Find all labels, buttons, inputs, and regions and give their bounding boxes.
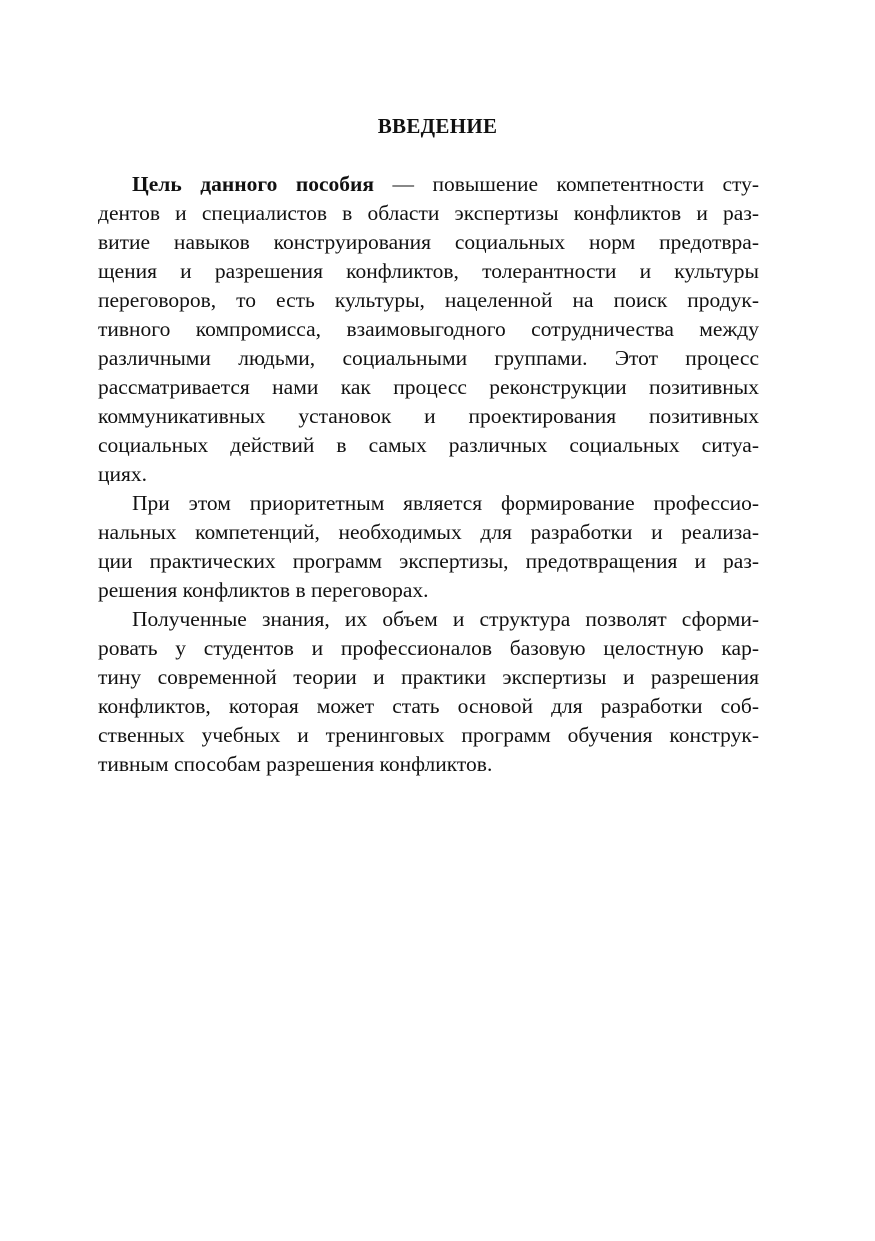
paragraph-3-line: тину современной теории и практики экспертизы и разрешения [98,665,759,689]
lead-bold-phrase: Цель данного пособия [132,172,375,196]
paragraph-1-line: социальных действий в самых различных социальных ситуа- [98,433,759,457]
paragraph-3-line: конфликтов, которая может стать основой для разработки соб- [98,694,759,718]
paragraph-2-line: ции практических программ экспертизы, предотвращения и раз- [98,549,759,573]
paragraph-1-line: переговоров, то есть культуры, нацеленной на поиск продук- [98,288,759,312]
paragraph-1-line: тивного компромисса, взаимовыгодного сотрудничества между [98,317,759,341]
paragraph-3-line: ственных учебных и тренинговых программ обучения конструк- [98,723,759,747]
paragraph-3-line: ровать у студентов и профессионалов базовую целостную кар- [98,636,759,660]
paragraph-3-line-1: Полученные знания, их объем и структура позволят сформи- [132,607,759,631]
paragraph-1-line: коммуникативных установок и проектирования позитивных [98,404,759,428]
paragraph-1-line: щения и разрешения конфликтов, толерантности и культуры [98,259,759,283]
paragraph-1-line-1 [132,170,759,199]
paragraph-1-line-1-rest: — повышение компетентности сту- [374,172,760,196]
paragraph-1-line: дентов и специалистов в области экспертизы конфликтов и раз- [98,201,759,225]
paragraph-1-line-last: циях. [98,462,148,486]
paragraph-3-line-last: тивным способам разрешения конфликтов. [98,752,493,776]
paragraph-2-line-1: При этом приоритетным является формирование профессио- [132,491,759,515]
paragraph-2-line-last: решения конфликтов в переговорах. [98,578,429,602]
paragraph-1-line: рассматривается нами как процесс реконструкции позитивных [98,375,759,399]
paragraph-2-line: нальных компетенций, необходимых для разработки и реализа- [98,520,759,544]
paragraph-1-line: витие навыков конструирования социальных норм предотвра- [98,230,759,254]
section-heading: ВВЕДЕНИЕ [377,114,498,138]
paragraph-1-line: различными людьми, социальными группами. Этот процесс [98,346,759,370]
